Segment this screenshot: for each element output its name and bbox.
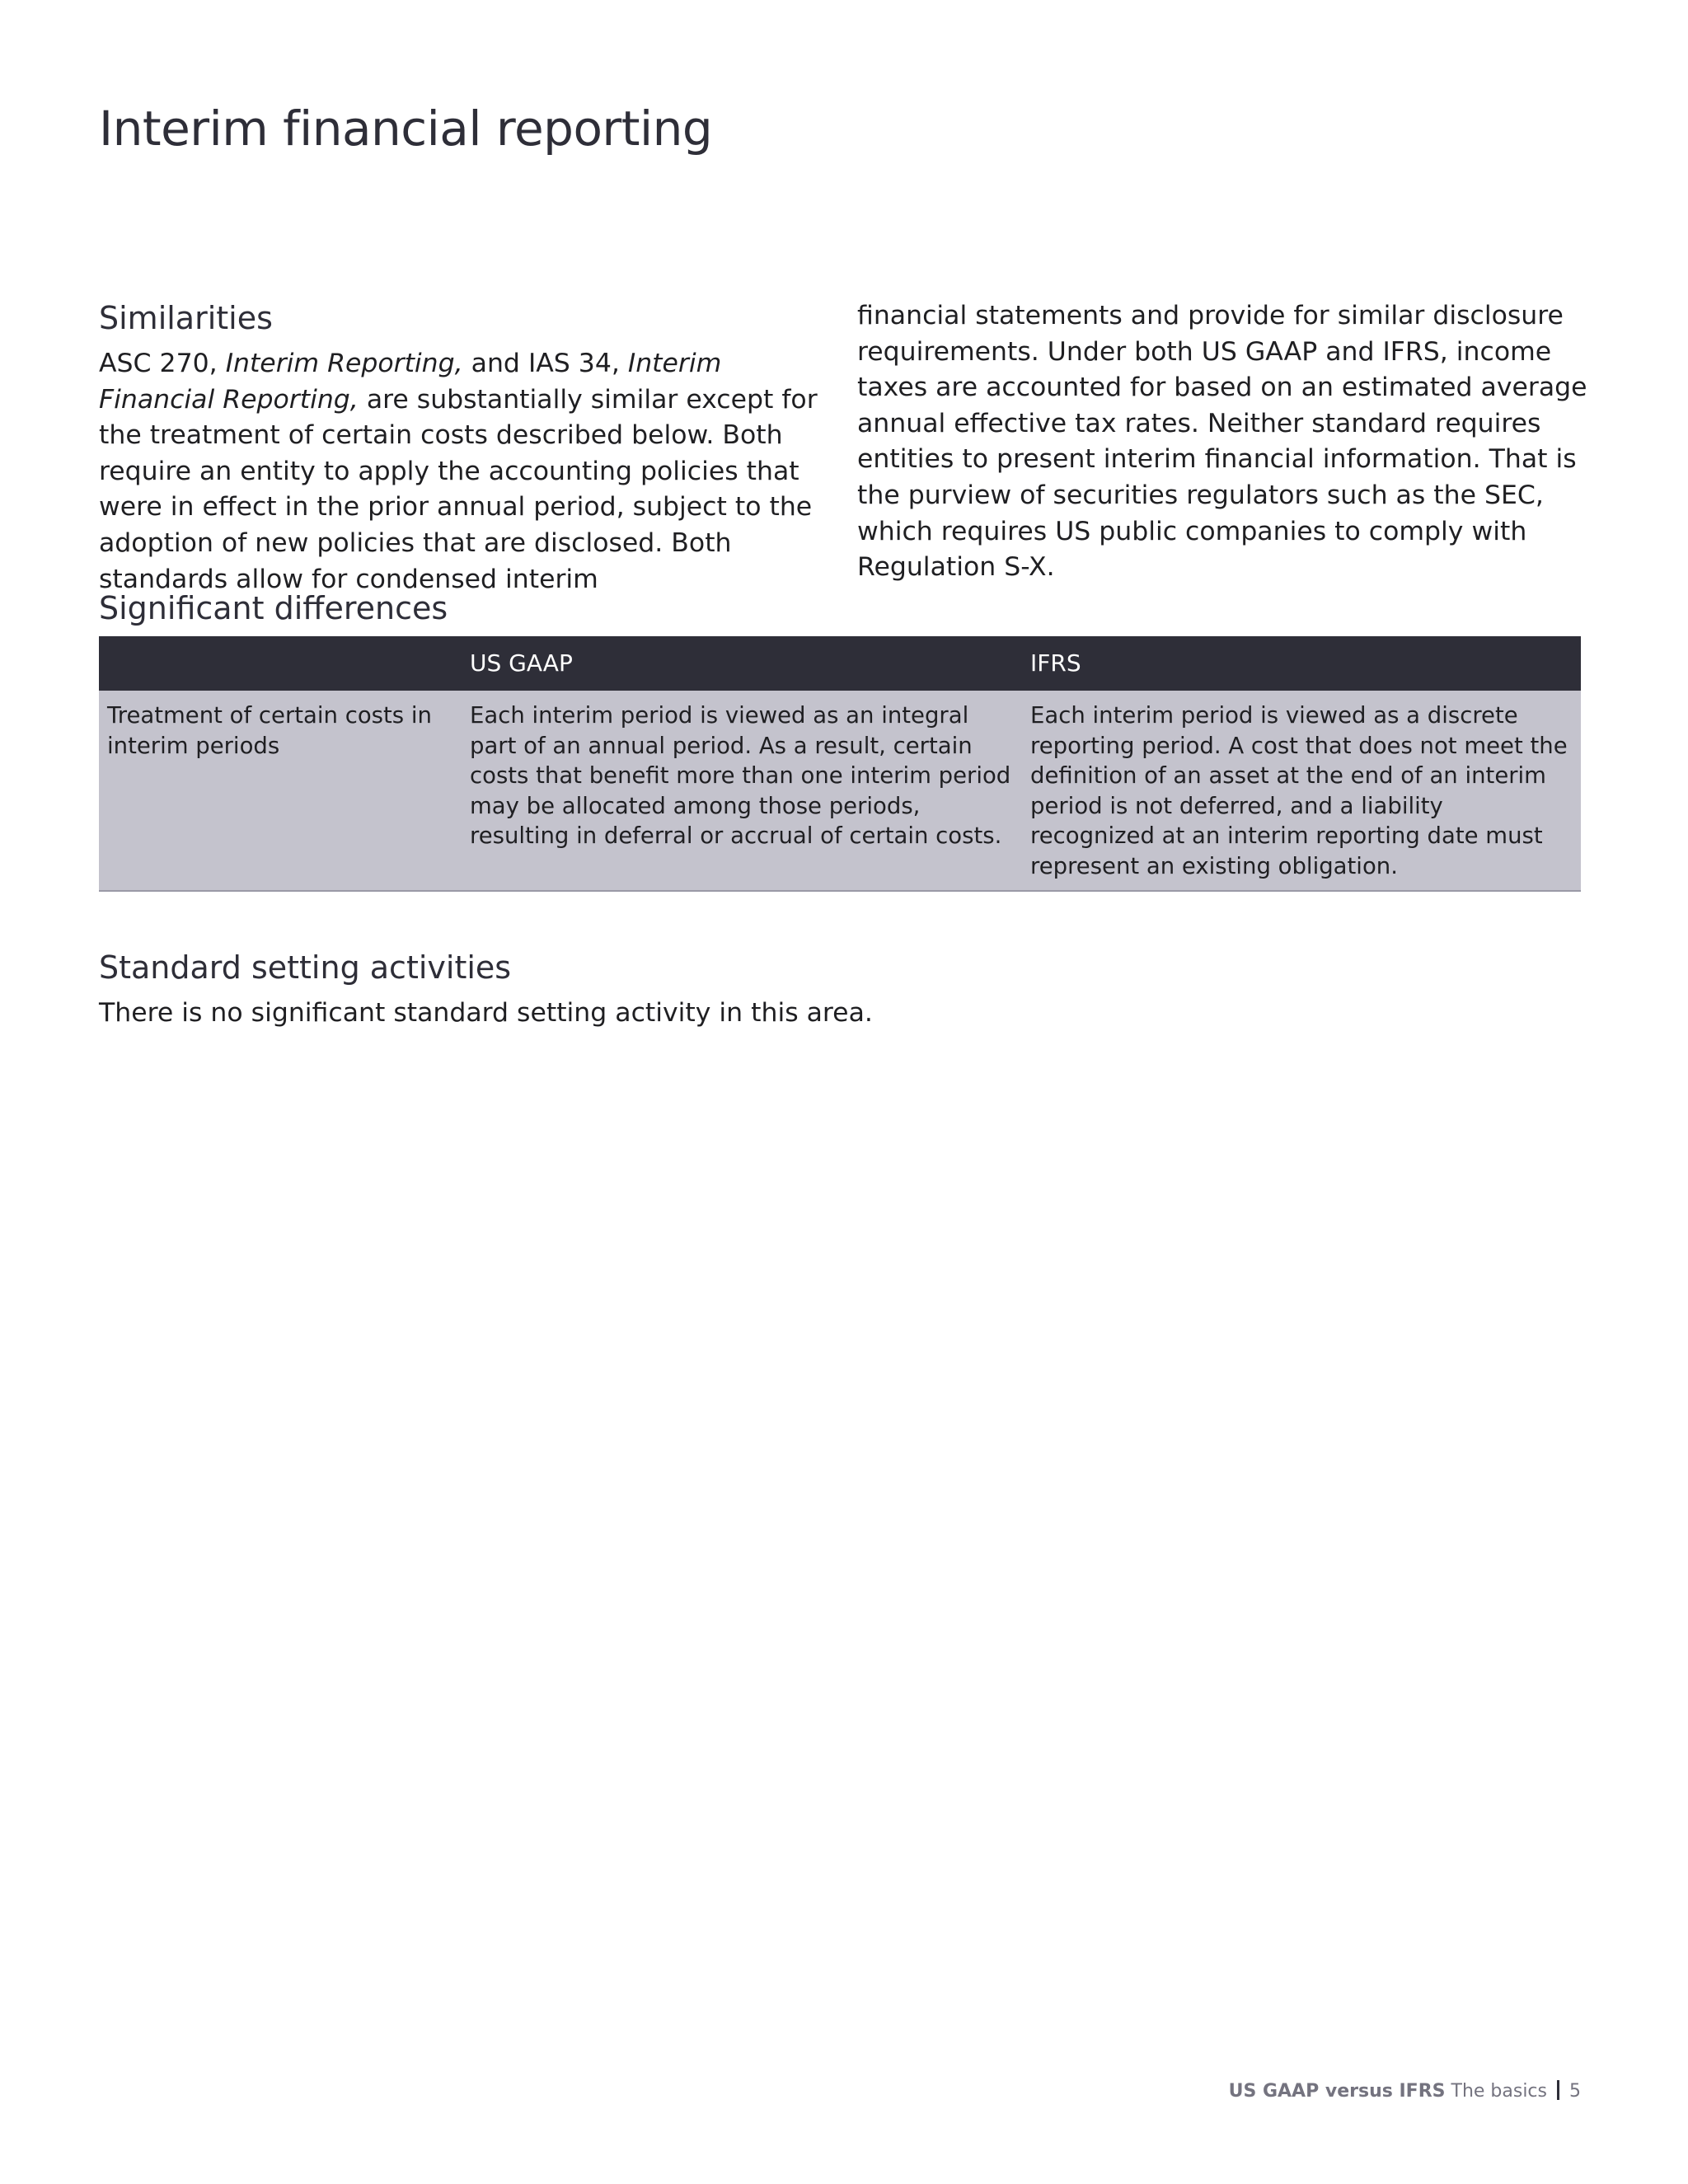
page-number: 5 bbox=[1569, 2081, 1581, 2102]
differences-table bbox=[99, 636, 1581, 892]
page-title: Interim financial reporting bbox=[99, 101, 713, 157]
standard-setting-heading: Standard setting activities bbox=[99, 949, 512, 986]
similarities-left-column bbox=[99, 346, 828, 598]
table-row bbox=[99, 691, 1581, 891]
column-header-ifrs: IFRS bbox=[1022, 636, 1581, 691]
cell-topic: Treatment of certain costs in interim periods bbox=[99, 691, 462, 891]
page-footer bbox=[1229, 2080, 1581, 2103]
text-segment-italic: Interim Reporting, bbox=[225, 349, 463, 378]
text-segment: ASC 270, bbox=[99, 349, 226, 378]
cell-us-gaap: Each interim period is viewed as an integral part of an annual period. As a result, certain costs that benefit more than one interim period may be allocated among those periods, resulting in deferral or accrual of certain costs. bbox=[462, 691, 1022, 891]
footer-separator bbox=[1557, 2080, 1559, 2100]
text-segment: and IAS 34, bbox=[462, 349, 628, 378]
footer-subtitle: The basics bbox=[1451, 2081, 1547, 2102]
footer-publication: US GAAP versus IFRS bbox=[1228, 2081, 1446, 2102]
column-header-topic bbox=[99, 636, 462, 691]
similarities-right-column bbox=[857, 298, 1591, 586]
standard-setting-text: There is no significant standard setting activity in this area. bbox=[99, 998, 873, 1028]
similarities-heading: Similarities bbox=[99, 300, 273, 336]
column-header-us-gaap: US GAAP bbox=[462, 636, 1022, 691]
table-header-row bbox=[99, 636, 1581, 691]
text-segment: are substantially similar except for the treatment of certain costs described below. Both require an entity to apply the accounting policies that were in effect in the prior annual period, subject to the adoption of new policies that are disclosed. Both standards allow for condensed interim bbox=[99, 384, 818, 594]
similarities-left-paragraph bbox=[99, 346, 828, 598]
cell-ifrs: Each interim period is viewed as a discrete reporting period. A cost that does not meet the definition of an asset at the end of an interim period is not deferred, and a liability recognized at an interim reporting date must represent an existing obligation. bbox=[1022, 691, 1581, 891]
text-segment-italic: Interim Financial Reporting, bbox=[99, 349, 722, 415]
differences-heading: Significant differences bbox=[99, 590, 448, 626]
similarities-right-paragraph: financial statements and provide for similar disclosure requirements. Under both US GAAP and IFRS, income taxes are accounted for based on an estimated average annual effective tax rates. Neither standard requires entities to present interim financial information. That is the purview of securities regulators such as the SEC, which requires US public companies to comply with Regulation S-X. bbox=[857, 301, 1587, 583]
